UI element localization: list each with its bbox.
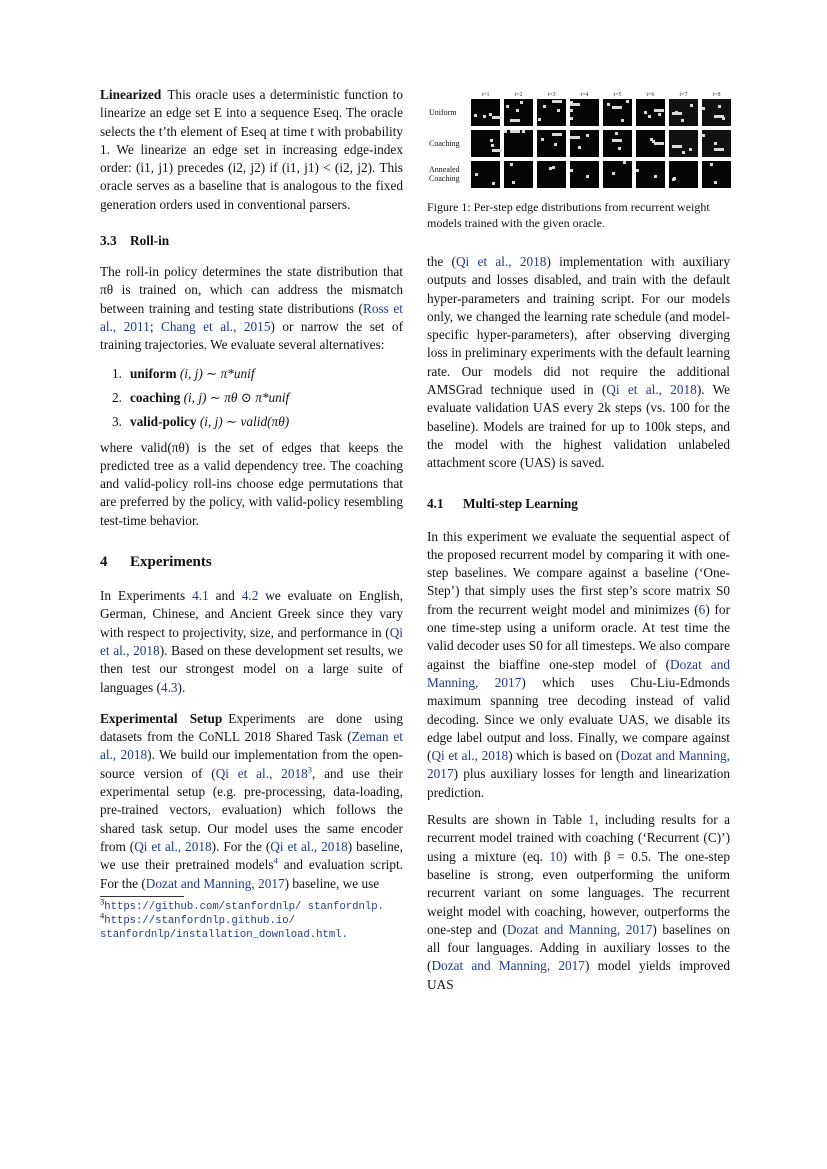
edge-mark	[607, 103, 610, 106]
edge-mark	[586, 175, 589, 178]
heatmap-cell	[636, 161, 665, 188]
table-ref-link[interactable]: 1	[588, 812, 595, 828]
edge-mark	[682, 151, 685, 154]
edge-mark	[626, 100, 629, 103]
timestep-label: t=1	[481, 92, 490, 98]
edge-mark	[570, 101, 573, 104]
heatmap-cell	[669, 130, 698, 157]
heatmap-cell	[603, 161, 632, 188]
heatmap-cell	[471, 161, 500, 188]
heatmap-cell	[471, 99, 500, 126]
heatmap-cell	[669, 99, 698, 126]
edge-mark	[570, 109, 573, 112]
edge-mark	[512, 181, 515, 184]
section-3-3-heading: 3.3 Roll-in	[100, 233, 170, 249]
setup-continuation-paragraph: the (Qi et al., 2018) implementation with auxiliary outputs and losses disabled, and train with the default hyper-parameters and training script. For our models only, we changed the learning rate schedule (and model-specific hyper-parameters), after observing diverging loss in preliminary experiments with the default learning rate. Our models did not require the additional AMSGrad technique used in (Qi et al., 2018). We evaluate validation UAS every 2k steps (vs. 100 for the baseline). Models are trained for up to 100k steps, and the model with the highest validation unlabeled attachment score (UAS) is saved.	[427, 254, 730, 471]
edge-mark	[552, 100, 562, 103]
section-ref-link[interactable]: 4.3	[160, 679, 178, 695]
edge-mark	[615, 132, 618, 135]
figure-caption: Figure 1: Per-step edge distributions from recurrent weight models trained with the given oracle.	[427, 200, 710, 230]
figure-1-edge-distributions	[427, 84, 730, 194]
heatmap-cell	[702, 161, 731, 188]
section-4-heading: 4 Experiments	[100, 554, 212, 571]
edge-mark	[543, 105, 546, 108]
edge-mark	[654, 175, 657, 178]
citation-link[interactable]: Qi et al., 2018	[606, 382, 697, 398]
timestep-label: t=3	[547, 92, 556, 98]
multistep-paragraph: In this experiment we evaluate the sequential aspect of the proposed recurrent model by comparing it with one-step baselines. We compare against a baseline (‘One-Step’) that simply uses the first step’s score matrix S0 from the recurrent weight model and minimizes (6) for one time-step using a uniform oracle. At test time the valid decoder uses S0 for all timesteps. We also compare against the biaffine one-step model of (Dozat and Manning, 2017) which uses Chu-Liu-Edmonds maximum spanning tree decoding instead of valid decoding. Since we only evaluate UAS, we disable its edge label output and loss. Finally, we compare against (Qi et al., 2018) which is based on (Dozat and Manning, 2017) plus auxiliary losses for length and linearization prediction.	[427, 528, 730, 800]
section-ref-link[interactable]: 4.2	[241, 588, 259, 604]
citation-link[interactable]: Dozat and Manning, 2017	[431, 958, 585, 974]
citation-link[interactable]: Qi et al., 2018	[100, 624, 403, 658]
edge-mark	[586, 134, 589, 137]
equation-ref-link[interactable]: 6	[698, 601, 706, 617]
timestep-label: t=8	[712, 92, 721, 98]
heatmap-cell	[636, 99, 665, 126]
edge-mark	[520, 101, 523, 104]
heatmap-cell	[570, 130, 599, 157]
edge-mark	[492, 116, 502, 119]
edge-mark	[650, 138, 653, 141]
section-ref-link[interactable]: 4.1	[192, 588, 209, 604]
results-paragraph: Results are shown in Table 1, including results for a recurrent model trained with coaching (‘Recurrent (C)’) using a mixture (eq. 10) with β = 0.5. The one-step baseline is strong, even outperforming the uniform recurrent variant on some languages. The recurrent weight model with coaching, however, outperforms the one-step and (Dozat and Manning, 2017) baselines on all four languages. Adding in auxiliary losses to the (Dozat and Manning, 2017) model yields improved UAS	[427, 812, 730, 992]
edge-mark	[506, 105, 509, 108]
heatmap-cell	[504, 130, 533, 157]
edge-mark	[714, 142, 717, 145]
heatmap-cell	[570, 99, 599, 126]
edge-mark	[552, 133, 562, 136]
oracle-row-label: Coaching	[429, 139, 460, 148]
edge-mark	[491, 144, 494, 147]
edge-mark	[612, 172, 615, 175]
heatmap-cell	[702, 130, 731, 157]
edge-mark	[718, 105, 721, 108]
edge-mark	[492, 182, 495, 185]
edge-mark	[621, 119, 624, 122]
rollin-list	[100, 365, 403, 431]
timestep-label: t=6	[646, 92, 655, 98]
list-item: 2. coaching (i, j) ∼ πθ ⊙ π*unif	[112, 389, 290, 405]
edge-mark	[549, 167, 552, 170]
citation-link[interactable]: Dozat and Manning, 2017	[427, 748, 730, 782]
edge-mark	[714, 148, 724, 151]
edge-mark	[636, 169, 639, 172]
heatmap-cell	[471, 130, 500, 157]
edge-mark	[672, 145, 682, 148]
left-column	[100, 86, 403, 942]
heatmap-cell	[669, 161, 698, 188]
footnote-3: $^3$https://github.com/stanfordnlp/ stanfordnlp.	[100, 896, 384, 913]
edge-mark	[492, 149, 502, 152]
section-4-1-heading: 4.1 Multi-step Learning	[427, 495, 578, 511]
edge-mark	[710, 163, 713, 166]
edge-mark	[510, 163, 513, 166]
edge-mark	[489, 113, 492, 116]
list-item: 1. uniform (i, j) ∼ π*unif	[112, 365, 255, 381]
heatmap-cell	[603, 99, 632, 126]
citation-link[interactable]: Qi et al., 2018	[134, 838, 212, 854]
edge-mark	[570, 169, 573, 172]
heatmap-cell	[603, 130, 632, 157]
edge-mark	[689, 148, 692, 151]
heatmap-cell	[537, 130, 566, 157]
timestep-label: t=4	[580, 92, 589, 98]
oracle-row-label: Annealed Coaching	[429, 165, 460, 183]
edge-mark	[522, 130, 525, 133]
oracle-row-label: Uniform	[429, 108, 457, 117]
linearized-heading: Linearized	[100, 87, 162, 102]
edge-mark	[648, 115, 651, 118]
setup-paragraph: Experimental Setup Experiments are done using datasets from the CoNLL 2018 Shared Task (Zeman et al., 2018). We build our implementation from the open-source version of (Qi et al., 2018$^3$, and use their experimental setup (e.g. pre-processing, data-loading, pre-trained vectors, evaluation) which follows the shared task setup. Our model uses the same encoder from (Qi et al., 2018). For the (Qi et al., 2018) baseline, we use their pretrained models$^4$ and evaluation script. For the (Dozat and Manning, 2017) baseline, we use	[100, 710, 403, 891]
citation-link[interactable]: Chang et al., 2015	[160, 318, 271, 334]
heatmap-cell	[537, 99, 566, 126]
citation-link[interactable]: Dozat and Manning, 2017	[506, 921, 653, 937]
edge-mark	[510, 130, 520, 133]
edge-mark	[702, 134, 705, 137]
edge-mark	[714, 181, 717, 184]
edge-mark	[578, 146, 581, 149]
edge-mark	[516, 109, 519, 112]
timestep-label: t=5	[613, 92, 622, 98]
heatmap-cell	[504, 161, 533, 188]
equation-ref-link[interactable]: 10	[549, 848, 563, 864]
heatmap-cell	[570, 161, 599, 188]
setup-heading: Experimental Setup	[100, 710, 223, 726]
edge-mark	[538, 118, 541, 121]
citation-link[interactable]: Dozat and Manning, 2017	[145, 875, 285, 891]
edge-mark	[623, 161, 626, 164]
edge-mark	[570, 136, 580, 139]
edge-mark	[618, 147, 621, 150]
edge-mark	[722, 117, 725, 120]
edge-mark	[570, 117, 573, 120]
edge-mark	[510, 119, 520, 122]
edge-mark	[474, 114, 477, 117]
footnote-url[interactable]: https://github.com/stanfordnlp/ stanfordnlp.	[104, 900, 384, 913]
citation-link[interactable]: Qi et al., 2018	[431, 748, 509, 764]
right-column	[427, 84, 730, 994]
heatmap-cell	[504, 99, 533, 126]
edge-mark	[504, 130, 507, 133]
edge-mark	[654, 142, 664, 145]
edge-mark	[702, 107, 705, 110]
citation-link[interactable]: Qi et al., 2018	[215, 765, 308, 781]
heatmap-cell	[636, 130, 665, 157]
edge-mark	[673, 177, 676, 180]
experiments-paragraph: In Experiments 4.1 and 4.2 we evaluate on English, German, Chinese, and Ancient Greek since they vary with respect to projectivity, size, and performance in (Qi et al., 2018). Based on these development set results, we then test our strongest model on a large suite of languages (4.3).	[100, 588, 403, 695]
edge-mark	[490, 139, 493, 142]
edge-mark	[658, 113, 661, 116]
footnote-marker[interactable]: 4	[273, 855, 278, 866]
rollin-paragraph-2: where valid(πθ) is the set of edges that keeps the predicted tree as a valid dependency tree. The coaching and valid-policy roll-ins choose edge permutations that are preferred by the policy, with valid-policy resembling test-time behavior.	[100, 439, 403, 528]
citation-link[interactable]: Ross et al., 2011	[100, 300, 403, 334]
heatmap-cell	[702, 99, 731, 126]
edge-mark	[654, 109, 664, 112]
edge-mark	[541, 138, 544, 141]
edge-mark	[612, 106, 622, 109]
timestep-label: t=2	[514, 92, 523, 98]
heatmap-cell	[537, 161, 566, 188]
rollin-paragraph: The roll-in policy determines the state distribution that πθ is trained on, which can address the mismatch between training and testing state distributions (Ross et al., 2011; Chang et al., 2015) or narrow the set of training trajectories. We evaluate several alternatives:	[100, 264, 404, 353]
list-item: 3. valid-policy (i, j) ∼ valid(πθ)	[112, 413, 290, 429]
edge-mark	[475, 173, 478, 176]
timestep-label: t=7	[679, 92, 688, 98]
edge-mark	[644, 111, 647, 114]
edge-mark	[552, 166, 555, 169]
footnote-marker[interactable]: 3	[307, 764, 313, 775]
edge-mark	[681, 119, 684, 122]
citation-link[interactable]: Qi et al., 2018	[455, 254, 547, 269]
citation-link[interactable]: Dozat and Manning, 2017	[427, 656, 730, 690]
footnote-4: $^4$https://stanfordnlp.github.io/ stanfordnlp/installation_download.html.	[100, 910, 348, 941]
citation-link[interactable]: Qi et al., 2018	[270, 838, 348, 854]
footnote-divider	[100, 896, 184, 897]
edge-mark	[612, 139, 622, 142]
footnote-url[interactable]: https://stanfordnlp.github.io/ stanfordnlp/installation_download.html.	[100, 914, 348, 941]
edge-mark	[675, 111, 678, 114]
citation-link[interactable]: Zeman et al., 2018	[100, 729, 403, 763]
edge-mark	[554, 143, 557, 146]
edge-mark	[483, 115, 486, 118]
edge-mark	[690, 104, 693, 107]
edge-mark	[557, 109, 560, 112]
linearized-paragraph: Linearized This oracle uses a deterministic function to linearize an edge set E into a sequence Eseq. The oracle selects the t’th element of Eseq at time t with probability 1. We linearize an edge set in increasing edge-index order: (i1, j1) precedes (i2, j2) if (i1, j1) < (i2, j2). This oracle serves as a baseline that is analogous to the fixed generation orders used in conventional parsers.	[100, 87, 403, 212]
